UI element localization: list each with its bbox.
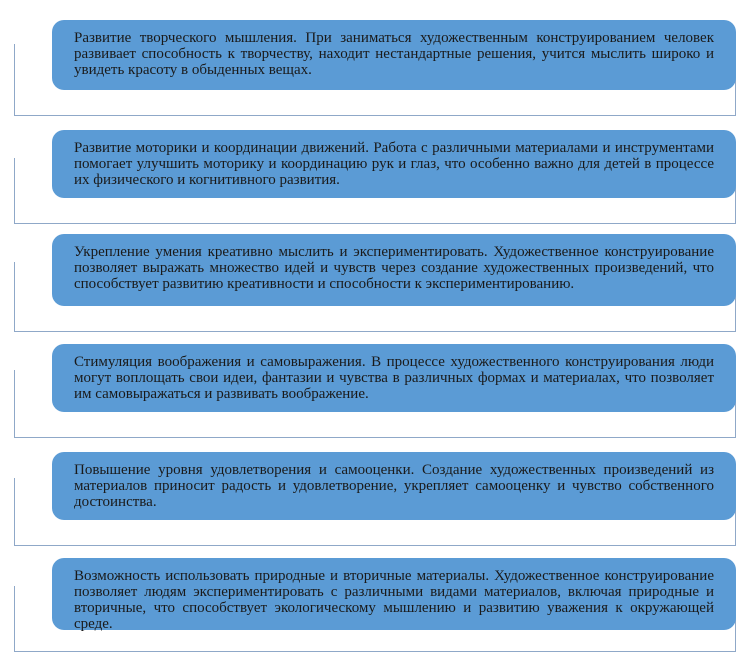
- item-5-box: [52, 452, 736, 520]
- item-3-box: [52, 234, 736, 306]
- item-2-text: Развитие моторики и координации движений. Работа с различными материалами и инструментами помогает улучшить моторику и координацию рук и глаз, что особенно важно для детей в процессе их физического и когнитивного развития.: [74, 140, 714, 188]
- item-6-text: Возможность использовать природные и вторичные материалы. Художественное конструирование позволяет людям экспериментировать с различными видами материалов, включая природные и вторичные, что способствует экологическому мышлению и развитию уважения к окружающей среде.: [74, 568, 714, 632]
- item-1-box: [52, 20, 736, 90]
- item-6-box: [52, 558, 736, 630]
- item-4-text: Стимуляция воображения и самовыражения. В процессе художественного конструирования люди могут воплощать свои идеи, фантазии и чувства в различных формах и материалах, что позволяет им самовыражаться и развивать воображение.: [74, 354, 714, 402]
- item-2-box: [52, 130, 736, 198]
- item-1-text: Развитие творческого мышления. При заниматься художественным конструированием человек развивает способность к творчеству, находит нестандартные решения, учится мыслить широко и увидеть красоту в обыденных вещах.: [74, 30, 714, 78]
- item-3-text: Укрепление умения креативно мыслить и экспериментировать. Художественное конструирование позволяет выражать множество идей и чувств через создание художественных произведений, что способствует развитию креативности и способности к экспериментированию.: [74, 244, 714, 292]
- item-4-box: [52, 344, 736, 412]
- item-5-text: Повышение уровня удовлетворения и самооценки. Создание художественных произведений из материалов приносит радость и удовлетворение, укрепляет самооценку и чувство собственного достоинства.: [74, 462, 714, 510]
